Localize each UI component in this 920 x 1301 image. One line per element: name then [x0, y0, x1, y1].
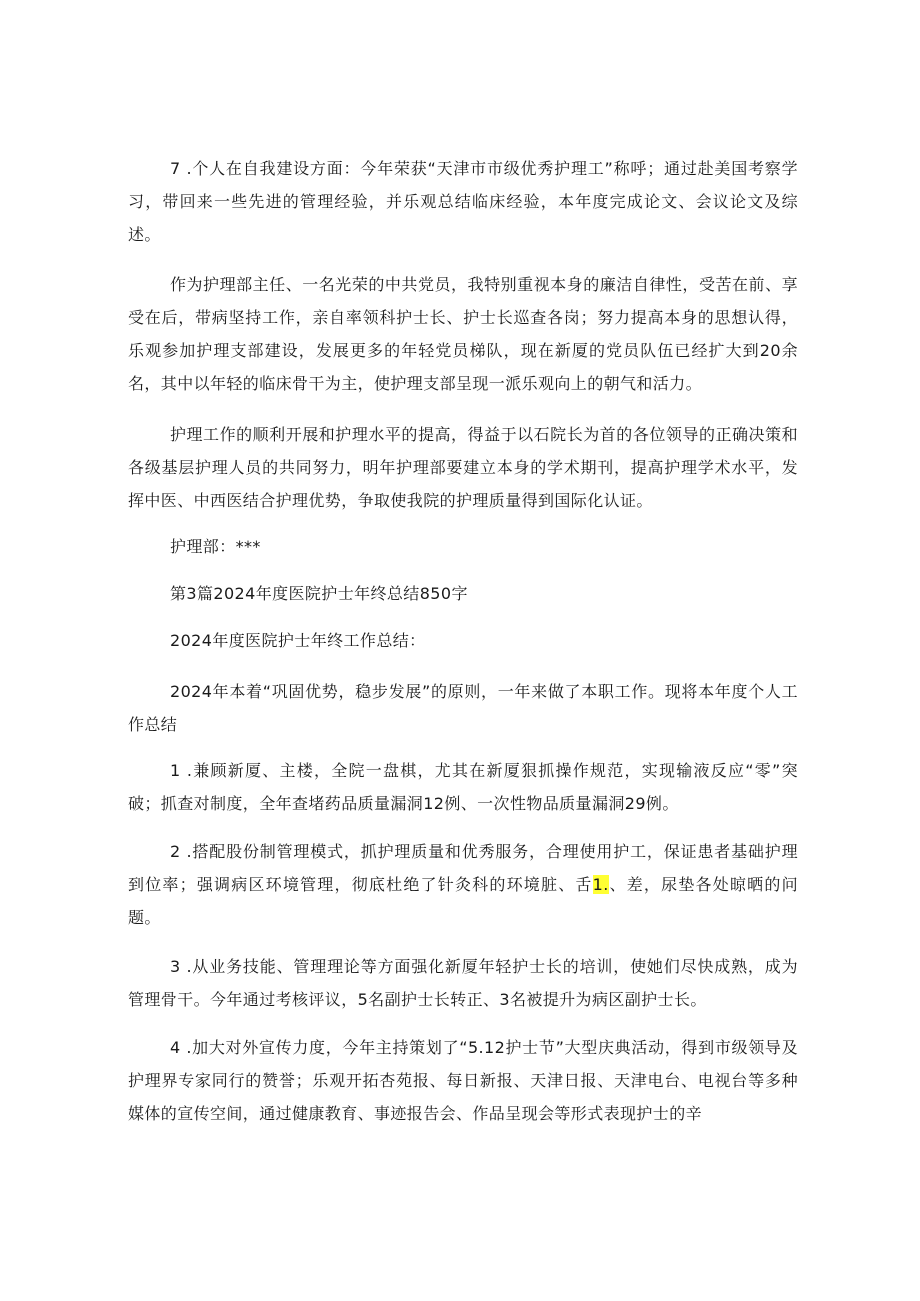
signature-line: 护理部：***: [170, 537, 261, 556]
list-item-2: [128, 835, 798, 934]
summary-heading: 2024年度医院护士年终工作总结：: [170, 631, 426, 650]
list-item-1: 1 .兼顾新厦、主楼，全院一盘棋，尤其在新厦狠抓操作规范，实现输液反应“零”突破；抓查对制度，全年查堵药品质量漏洞12例、一次性物品质量漏洞29例。: [128, 761, 798, 813]
highlight-mark: 1.: [592, 875, 609, 894]
paragraph-acknowledgement: 护理工作的顺利开展和护理水平的提高，得益于以石院长为首的各位领导的正确决策和各级基层护理人员的共同努力，明年护理部要建立本身的学术期刊，提高护理学术水平，发挥中医、中西医结合护理优势，争取使我院的护理质量得到国际化认证。: [128, 425, 798, 510]
paragraph-party-member: 作为护理部主任、一名光荣的中共党员，我特别重视本身的廉洁自律性，受苦在前、享受在后，带病坚持工作，亲自率领科护士长、护士长巡查各岗；努力提高本身的思想认得，乐观参加护理支部建设，发展更多的年轻党员梯队，现在新厦的党员队伍已经扩大到20余名，其中以年轻的临床骨干为主，使护理支部呈现一派乐观向上的朝气和活力。: [128, 275, 798, 393]
list-item-4: 4 .加大对外宣传力度，今年主持策划了“5.12护士节”大型庆典活动，得到市级领导及护理界专家同行的赞誉；乐观开拓杏苑报、每日新报、天津日报、天津电台、电视台等多种媒体的宣传空间，通过健康教育、事迹报告会、作品呈现会等形式表现护士的辛: [128, 1038, 798, 1123]
article-title: 第3篇2024年度医院护士年终总结850字: [170, 584, 468, 603]
list-item-2-text-b: 、差，尿垫各处晾晒的问题。: [128, 875, 798, 927]
list-item-2-text-a: 2 .搭配股份制管理模式，抓护理质量和优秀服务，合理使用护工，保证患者基础护理到位率；强调病区环境管理，彻底杜绝了针灸科的环境脏、舌: [128, 842, 798, 894]
paragraph-intro: 2024年本着“巩固优势，稳步发展”的原则，一年来做了本职工作。现将本年度个人工作总结: [128, 682, 798, 734]
list-item-3: 3 .从业务技能、管理理论等方面强化新厦年轻护士长的培训，使她们尽快成熟，成为管理骨干。今年通过考核评议，5名副护士长转正、3名被提升为病区副护士长。: [128, 957, 798, 1009]
paragraph-self-development: 7 .个人在自我建设方面：今年荣获“天津市市级优秀护理工”称呼；通过赴美国考察学习，带回来一些先进的管理经验，并乐观总结临床经验，本年度完成论文、会议论文及综述。: [128, 159, 798, 244]
